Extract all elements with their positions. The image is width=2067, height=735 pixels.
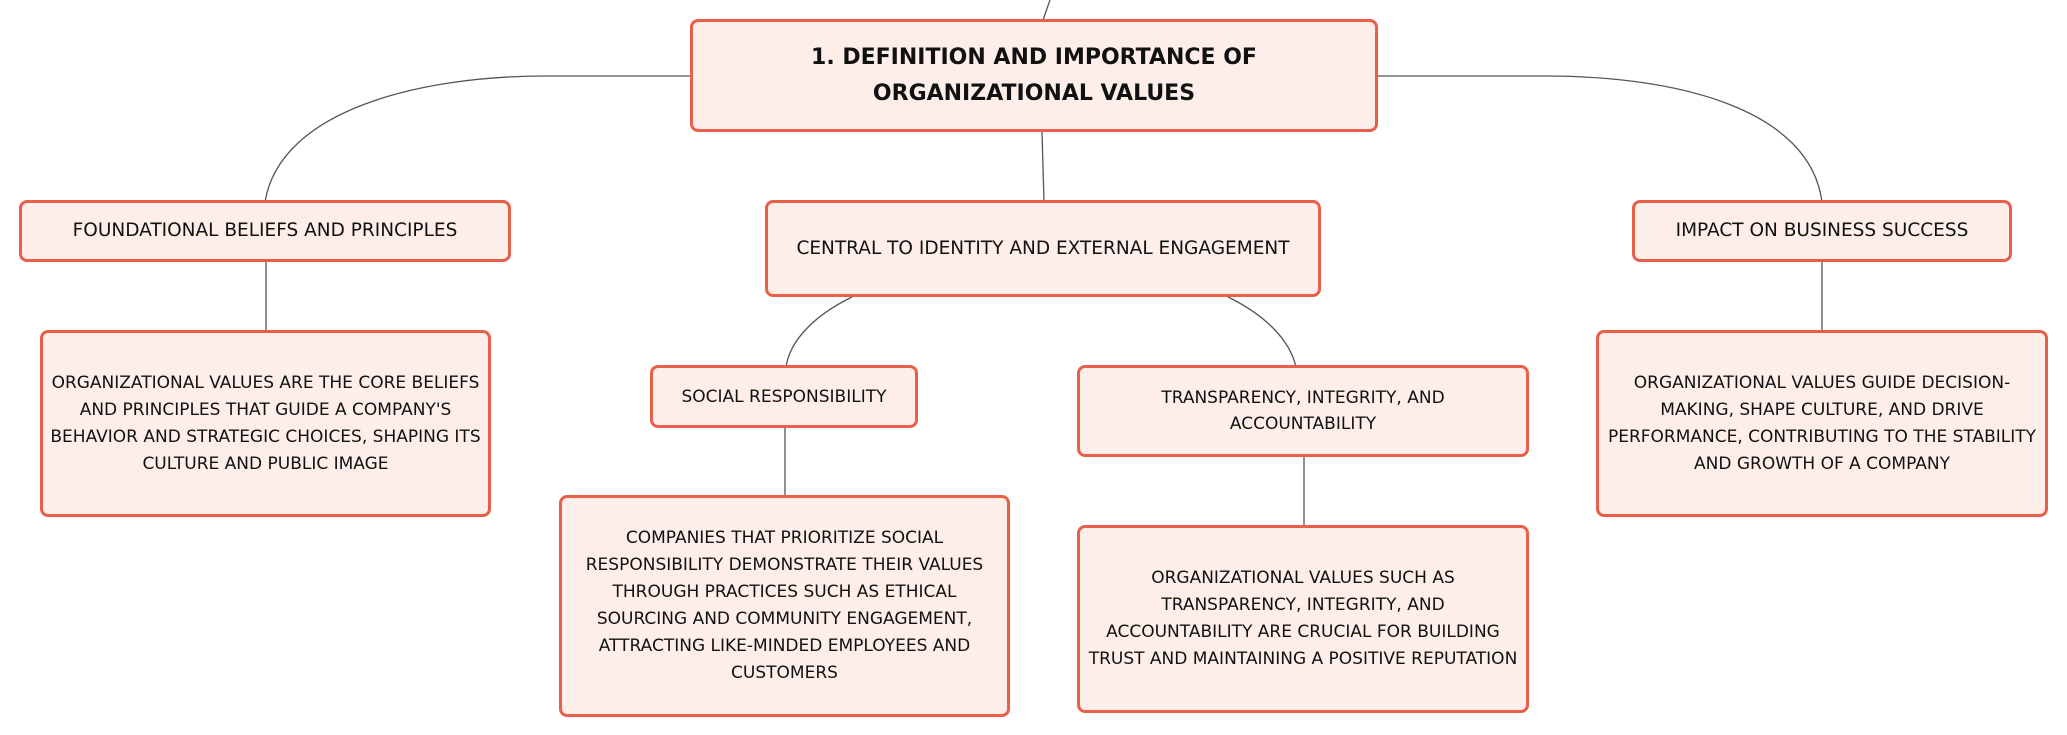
branch-business-success-node[interactable] (1632, 200, 2012, 262)
connector-root-parent (1043, 0, 1050, 20)
connector-central-transparency (1228, 297, 1296, 367)
connector-central-social (786, 297, 852, 367)
connector-root-foundational (265, 76, 692, 202)
detail-text: ORGANIZATIONAL VALUES GUIDE DECISION-MAKING, SHAPE CULTURE, AND DRIVE PERFORMANCE, CONTRIBUTING TO THE STABILITY AND GROWTH OF A COMPANY (1607, 372, 2037, 474)
branch-label: CENTRAL TO IDENTITY AND EXTERNAL ENGAGEMENT (796, 237, 1290, 259)
branch-central-identity-node[interactable] (765, 200, 1321, 297)
branch-foundational-beliefs-node[interactable] (19, 200, 511, 262)
subtopic-label: TRANSPARENCY, INTEGRITY, AND ACCOUNTABILITY (1161, 388, 1445, 434)
subtopic-social-responsibility-node[interactable] (650, 365, 918, 428)
detail-text: ORGANIZATIONAL VALUES SUCH AS TRANSPARENCY, INTEGRITY, AND ACCOUNTABILITY ARE CRUCIAL FOR BUILDING TRUST AND MAINTAINING A POSITIVE REPUTATION (1088, 568, 1518, 669)
connector-root-impact (1378, 76, 1822, 202)
subtopic-transparency-node[interactable] (1077, 365, 1529, 457)
detail-transparency-node[interactable] (1077, 525, 1529, 713)
root-topic-label: 1. DEFINITION AND IMPORTANCE OF ORGANIZATIONAL VALUES (811, 44, 1257, 106)
connector-root-central (1042, 132, 1044, 202)
branch-label: IMPACT ON BUSINESS SUCCESS (1675, 220, 1969, 241)
detail-text: ORGANIZATIONAL VALUES ARE THE CORE BELIEFS AND PRINCIPLES THAT GUIDE A COMPANY'S BEHAVIOR AND STRATEGIC CHOICES, SHAPING ITS CULTURE AND PUBLIC IMAGE (50, 372, 481, 474)
detail-foundational-beliefs-node[interactable] (40, 330, 491, 517)
root-topic-node[interactable] (690, 19, 1378, 132)
detail-social-responsibility-node[interactable] (559, 495, 1010, 717)
detail-text: COMPANIES THAT PRIORITIZE SOCIAL RESPONSIBILITY DEMONSTRATE THEIR VALUES THROUGH PRACTICES SUCH AS ETHICAL SOURCING AND COMMUNITY ENGAGEMENT, ATTRACTING LIKE-MINDED EMPLOYEES AND CUSTOMERS (585, 528, 984, 683)
detail-business-success-node[interactable] (1596, 330, 2048, 517)
subtopic-label: SOCIAL RESPONSIBILITY (681, 386, 887, 407)
branch-label: FOUNDATIONAL BELIEFS AND PRINCIPLES (72, 220, 458, 241)
